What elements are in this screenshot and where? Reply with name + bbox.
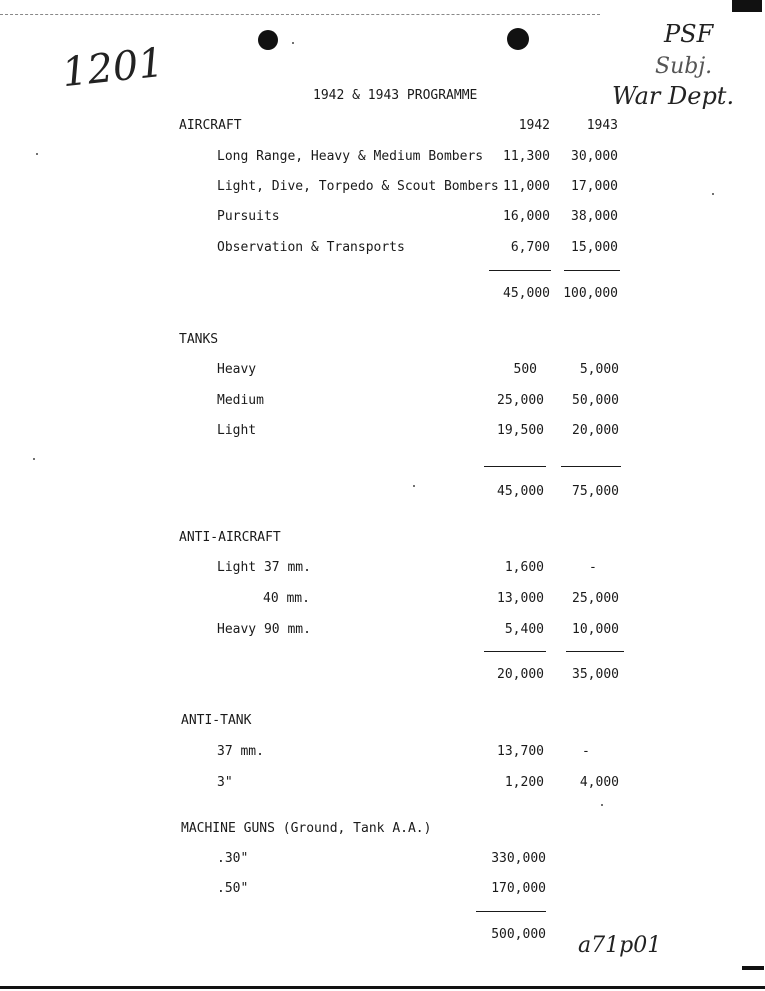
value-1943: 17,000	[571, 179, 618, 194]
value-1942: 19,500	[497, 423, 544, 438]
value-1943: 25,000	[572, 591, 619, 606]
value-1942: 11,300	[503, 149, 550, 164]
value-1942: 13,700	[497, 744, 544, 759]
total-1943: 35,000	[572, 667, 619, 682]
value-1942: 1,600	[504, 560, 544, 575]
column-header-1942: 1942	[518, 118, 550, 133]
row-label: 37 mm.	[217, 744, 264, 759]
value-1942: 11,000	[503, 179, 550, 194]
value-1943: 10,000	[572, 622, 619, 637]
scan-speck	[712, 193, 714, 195]
value-1942: 170,000	[491, 881, 546, 896]
row-label: Long Range, Heavy & Medium Bombers	[217, 149, 484, 164]
scan-speck	[292, 42, 294, 44]
scan-speck	[33, 458, 35, 460]
total-rule	[566, 651, 624, 652]
handwritten-note: Subj.	[655, 54, 713, 79]
total-rule	[484, 651, 546, 652]
scan-bottom-edge	[0, 986, 765, 989]
row-label: Light	[217, 423, 257, 438]
row-label: 3"	[217, 775, 233, 790]
section-heading-anti-tank: ANTI-TANK	[181, 713, 252, 728]
value-1942: 16,000	[503, 209, 550, 224]
scan-top-edge	[0, 14, 600, 15]
value-1943: 50,000	[572, 393, 619, 408]
punch-hole	[258, 30, 278, 50]
row-label: Light, Dive, Torpedo & Scout Bombers	[217, 179, 499, 194]
value-1943: 30,000	[571, 149, 618, 164]
row-label: Observation & Transports	[217, 240, 405, 255]
total-rule	[489, 270, 551, 271]
value-1942: 6,700	[510, 240, 550, 255]
handwritten-page-number: 1201	[59, 39, 166, 97]
row-label: Heavy	[217, 362, 257, 377]
value-1943: -	[582, 744, 590, 759]
scan-speck	[413, 485, 415, 487]
total-1943: 100,000	[563, 286, 618, 301]
value-1942: 5,400	[504, 622, 544, 637]
value-1942: 13,000	[497, 591, 544, 606]
section-heading-tanks: TANKS	[179, 332, 219, 347]
value-1943: 5,000	[579, 362, 619, 377]
value-1943: 20,000	[572, 423, 619, 438]
total-1942: 20,000	[497, 667, 544, 682]
handwritten-note: PSF	[664, 20, 714, 48]
handwritten-note: War Dept.	[612, 82, 735, 110]
value-1943: 38,000	[571, 209, 618, 224]
value-1942: 330,000	[491, 851, 546, 866]
row-label: Light 37 mm.	[217, 560, 311, 575]
total-rule	[561, 466, 621, 467]
scan-speck	[601, 804, 603, 806]
total-1942: 45,000	[503, 286, 550, 301]
page-title: 1942 & 1943 PROGRAMME	[313, 88, 478, 103]
scan-corner-mark	[742, 966, 764, 970]
handwritten-file-code: a71p01	[578, 933, 662, 958]
value-1942: 500	[513, 362, 537, 377]
row-label: Medium	[217, 393, 264, 408]
scan-corner-mark	[732, 0, 762, 12]
row-label: Pursuits	[217, 209, 280, 224]
total-1943: 75,000	[572, 484, 619, 499]
row-label: .30"	[217, 851, 249, 866]
total-rule	[564, 270, 620, 271]
total-1942: 500,000	[491, 927, 546, 942]
value-1943: -	[589, 560, 597, 575]
scan-speck	[36, 153, 38, 155]
column-header-1943: 1943	[586, 118, 618, 133]
section-heading-anti-aircraft: ANTI-AIRCRAFT	[179, 530, 281, 545]
total-rule	[484, 466, 546, 467]
row-label: Heavy 90 mm.	[217, 622, 311, 637]
value-1943: 4,000	[579, 775, 619, 790]
total-1942: 45,000	[497, 484, 544, 499]
row-label: 40 mm.	[263, 591, 310, 606]
punch-hole	[507, 28, 529, 50]
section-heading-aircraft: AIRCRAFT	[179, 118, 242, 133]
total-rule	[476, 911, 546, 912]
section-heading-machine-guns: MACHINE GUNS (Ground, Tank A.A.)	[181, 821, 432, 836]
row-label: .50"	[217, 881, 249, 896]
value-1943: 15,000	[571, 240, 618, 255]
value-1942: 25,000	[497, 393, 544, 408]
value-1942: 1,200	[504, 775, 544, 790]
